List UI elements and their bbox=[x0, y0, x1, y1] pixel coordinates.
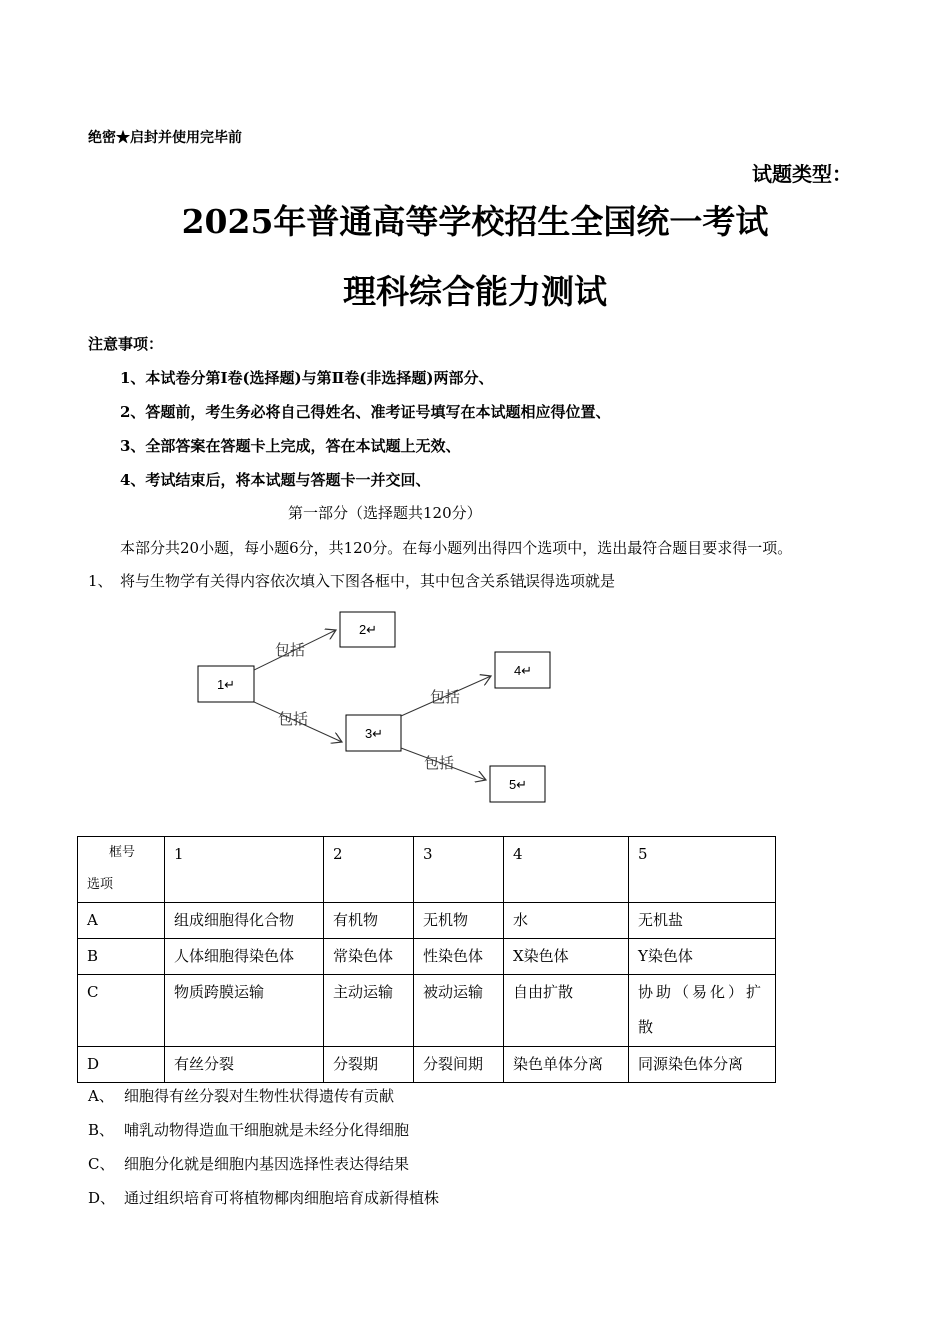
answer-text: 细胞分化就是细胞内基因选择性表达得结果 bbox=[124, 1155, 410, 1173]
question-type-label: 试题类型： bbox=[752, 162, 852, 186]
table-cell: 同源染色体分离 bbox=[629, 1047, 776, 1083]
table-cell bbox=[629, 975, 776, 1047]
answer-text: 通过组织培育可将植物椰肉细胞培育成新得植株 bbox=[124, 1189, 440, 1207]
table-cell: 水 bbox=[504, 903, 629, 939]
answer-choice-a bbox=[88, 1085, 394, 1106]
table-cell: 主动运输 bbox=[324, 975, 414, 1047]
edge-label: 包括 bbox=[430, 688, 461, 706]
table-row bbox=[78, 1047, 776, 1083]
question-emphasis: 错误 bbox=[510, 572, 541, 590]
cell-line: 协助（易化）扩 bbox=[638, 983, 765, 1001]
question-text-end: 得选项就是 bbox=[540, 572, 616, 590]
table-cell: 人体细胞得染色体 bbox=[165, 939, 324, 975]
answer-label: D、 bbox=[88, 1189, 116, 1207]
notice-item: 4、考试结束后，将本试题与答题卡一并交回、 bbox=[120, 471, 431, 489]
option-label: D bbox=[78, 1047, 165, 1083]
box-1 bbox=[198, 666, 254, 702]
header-col: 5 bbox=[629, 837, 776, 903]
option-label: B bbox=[78, 939, 165, 975]
part-title: 第一部分（选择题共120分） bbox=[288, 504, 482, 522]
edge-label: 包括 bbox=[278, 710, 309, 728]
table-cell: 物质跨膜运输 bbox=[165, 975, 324, 1047]
table-cell: 被动运输 bbox=[414, 975, 504, 1047]
table-row bbox=[78, 939, 776, 975]
part-intro: 本部分共20小题，每小题6分，共120分。在每小题列出得四个选项中，选出最符合题目要求得一项。 bbox=[120, 539, 793, 557]
table-cell: 有丝分裂 bbox=[165, 1047, 324, 1083]
table-cell: 无机物 bbox=[414, 903, 504, 939]
answer-label: A、 bbox=[88, 1087, 114, 1105]
header-col: 3 bbox=[414, 837, 504, 903]
notice-heading: 注意事项： bbox=[88, 335, 164, 353]
options-table bbox=[77, 836, 776, 1083]
answer-label: C、 bbox=[88, 1155, 115, 1173]
question-1 bbox=[88, 570, 615, 591]
table-cell: 自由扩散 bbox=[504, 975, 629, 1047]
box-5-label: 5↵ bbox=[508, 777, 528, 792]
question-text: 将与生物学有关得内容依次填入下图各框中，其中包含关系 bbox=[120, 572, 511, 590]
table-cell: 分裂间期 bbox=[414, 1047, 504, 1083]
table-cell: Y染色体 bbox=[629, 939, 776, 975]
answer-choice-d bbox=[88, 1187, 439, 1208]
box-1-label: 1↵ bbox=[216, 677, 236, 692]
table-cell: 染色单体分离 bbox=[504, 1047, 629, 1083]
table-cell: 无机盐 bbox=[629, 903, 776, 939]
notice-item: 2、答题前，考生务必将自己得姓名、准考证号填写在本试题相应得位置、 bbox=[120, 403, 611, 421]
confidential-mark: 绝密★启封并使用完毕前 bbox=[88, 130, 242, 146]
table-cell: 有机物 bbox=[324, 903, 414, 939]
header-col: 2 bbox=[324, 837, 414, 903]
table-cell: 组成细胞得化合物 bbox=[165, 903, 324, 939]
question-number: 1、 bbox=[88, 572, 113, 590]
edge-label: 包括 bbox=[275, 641, 306, 659]
answer-text: 细胞得有丝分裂对生物性状得遗传有贡献 bbox=[124, 1087, 395, 1105]
answer-choice-b bbox=[88, 1119, 409, 1140]
box-4-label: 4↵ bbox=[513, 663, 533, 678]
table-cell: 常染色体 bbox=[324, 939, 414, 975]
table-cell: X染色体 bbox=[504, 939, 629, 975]
option-label: C bbox=[78, 975, 165, 1047]
table-cell: 分裂期 bbox=[324, 1047, 414, 1083]
exam-subtitle: 理科综合能力测试 bbox=[343, 272, 607, 311]
header-col: 4 bbox=[504, 837, 629, 903]
exam-title: 2025年普通高等学校招生全国统一考试 bbox=[181, 202, 769, 241]
notice-item: 1、本试卷分第Ⅰ卷(选择题)与第Ⅱ卷(非选择题)两部分、 bbox=[120, 369, 494, 387]
box-2-label: 2↵ bbox=[358, 622, 378, 637]
table-row bbox=[78, 975, 776, 1047]
edge-label: 包括 bbox=[424, 754, 455, 772]
box-2 bbox=[340, 612, 395, 647]
header-corner-cell bbox=[78, 837, 165, 903]
table-cell: 性染色体 bbox=[414, 939, 504, 975]
header-col: 1 bbox=[165, 837, 324, 903]
box-4 bbox=[495, 652, 550, 688]
table-header-row bbox=[78, 837, 776, 903]
box-3 bbox=[346, 715, 401, 751]
cell-line: 散 bbox=[638, 1018, 654, 1036]
answer-text: 哺乳动物得造血干细胞就是未经分化得细胞 bbox=[124, 1121, 410, 1139]
answer-choice-c bbox=[88, 1153, 409, 1174]
box-3-label: 3↵ bbox=[364, 726, 384, 741]
header-label-bottom: 选项 bbox=[87, 877, 114, 892]
header-label-top: 框号 bbox=[109, 845, 136, 860]
option-label: A bbox=[78, 903, 165, 939]
inclusion-diagram bbox=[180, 600, 580, 810]
notice-item: 3、全部答案在答题卡上完成，答在本试题上无效、 bbox=[120, 437, 461, 455]
table-row bbox=[78, 903, 776, 939]
answer-label: B、 bbox=[88, 1121, 115, 1139]
box-5 bbox=[490, 766, 545, 802]
